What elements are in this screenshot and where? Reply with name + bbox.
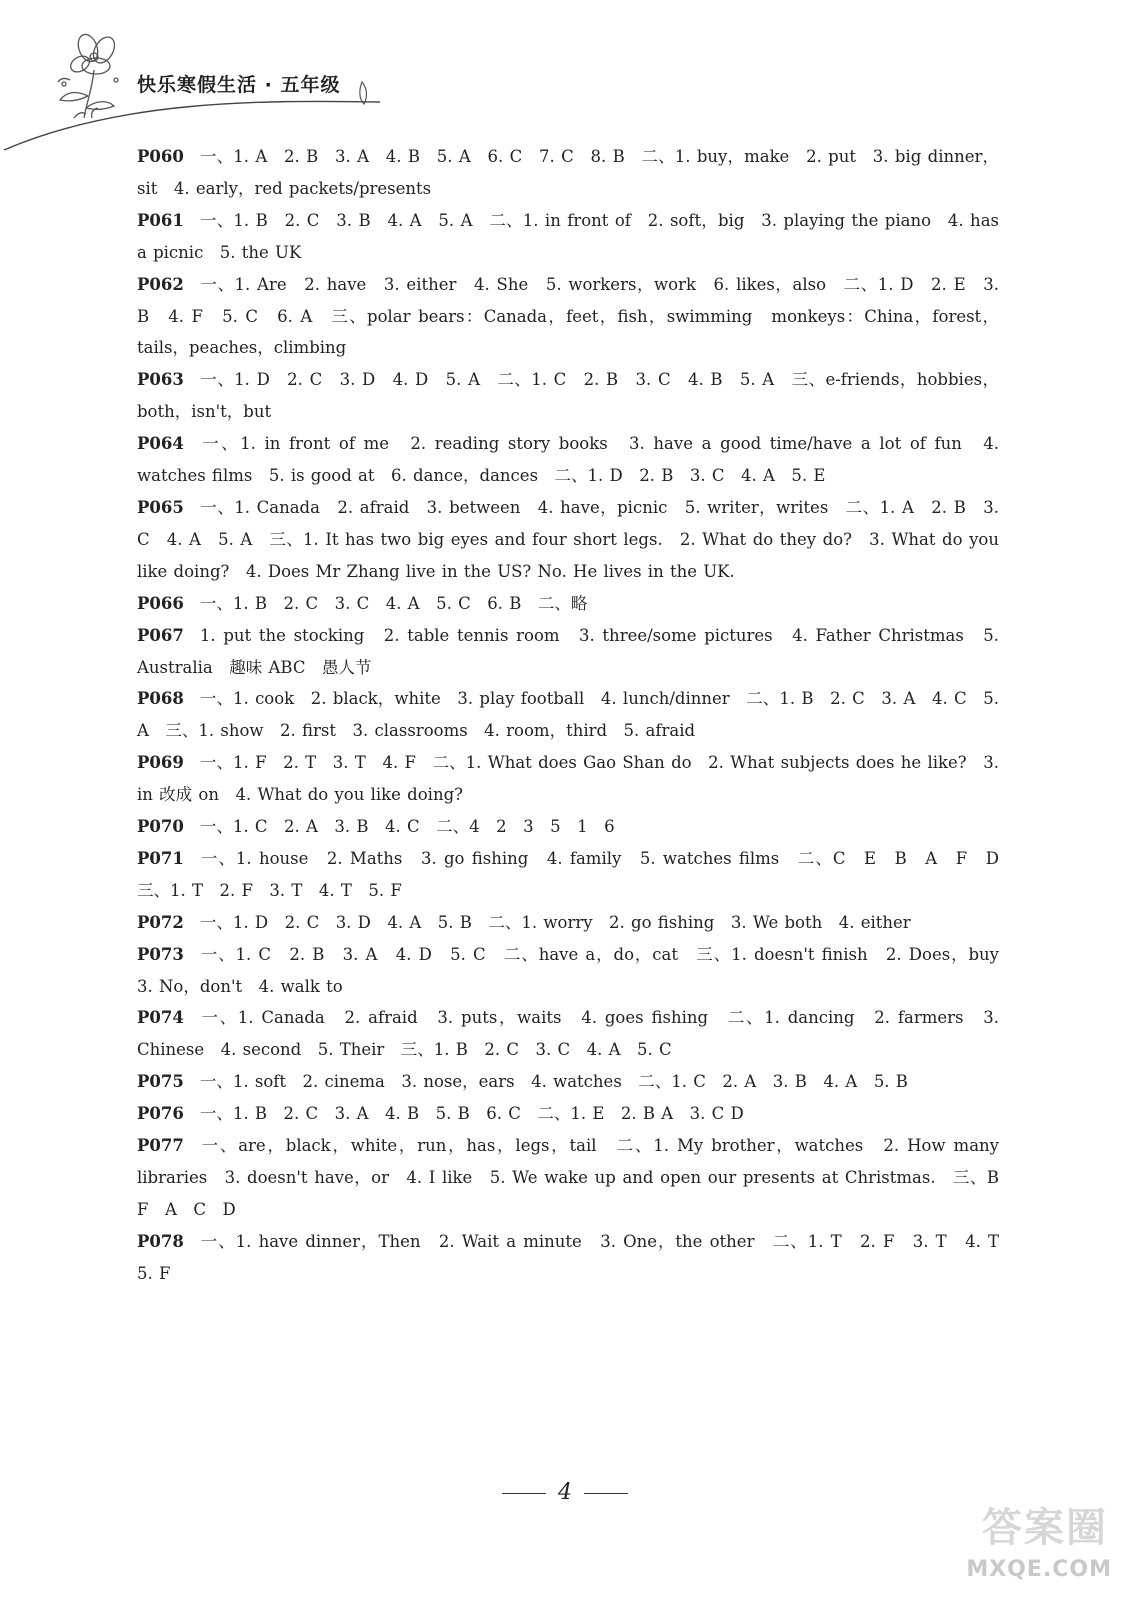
book-title: 快乐寒假生活 · 五年级	[137, 74, 341, 96]
page-code: P078	[137, 1231, 184, 1251]
page-code: P071	[137, 848, 184, 868]
watermark	[902, 1496, 1112, 1586]
answer-text: 一、1. have dinner，Then 2. Wait a minute 3. One，the other 二、1. T 2. F 3. T 4. T 5. F	[137, 1231, 1016, 1283]
answer-text: 一、1. Canada 2. afraid 3. between 4. have，picnic 5. writer，writes 二、1. A 2. B 3. C 4. A 5. A 三、1. It has two big eyes and four short legs. 2. What do they do? 3. What do you like doing? 4. Does Mr Zhang live in the US? No. He lives in the UK.	[137, 497, 999, 581]
page-number-rule-left	[502, 1493, 546, 1494]
answer-text: 一、are，black，white，run，has，legs，tail 二、1. My brother，watches 2. How many libraries 3. doesn't have，or 4. I like 5. We wake up and open our presents at Christmas. 三、B F A C D	[137, 1136, 1016, 1219]
answer-entry	[137, 1066, 999, 1098]
answer-text: 一、1. F 2. T 3. T 4. F 二、1. What does Gao Shan do 2. What subjects does he like? 3. in 改成 on 4. What do you like doing?	[137, 753, 999, 805]
page-code: P064	[137, 434, 184, 454]
answer-text: 一、1. Canada 2. afraid 3. puts，waits 4. goes fishing 二、1. dancing 2. farmers 3. Chinese 4. second 5. Their 三、1. B 2. C 3. C 4. A 5. C	[137, 1008, 999, 1060]
answer-entry	[137, 588, 999, 620]
answer-entry	[137, 747, 999, 811]
answer-text: 一、1. Are 2. have 3. either 4. She 5. workers，work 6. likes，also 二、1. D 2. E 3. B 4. F 5. C 6. A 三、polar bears：Canada，feet，fish，swimming monkeys：China，forest，tails，peaches，climbing	[137, 274, 999, 358]
answer-entry	[137, 939, 1016, 1003]
watermark-url: MXQE.COM	[966, 1557, 1112, 1582]
answer-entry	[137, 141, 999, 205]
answer-entry	[137, 811, 999, 843]
page-code: P074	[137, 1008, 184, 1028]
page-code: P075	[137, 1072, 184, 1092]
answer-entry	[137, 205, 999, 269]
page-code: P062	[137, 274, 184, 294]
answer-entry	[137, 907, 999, 939]
page-code: P073	[137, 944, 184, 964]
answer-text: 一、1. C 2. B 3. A 4. D 5. C 二、have a，do，cat 三、1. doesn't finish 2. Does，buy 3. No，don't 4. walk to	[137, 944, 1016, 996]
answer-entry	[137, 620, 999, 684]
answer-entry	[137, 428, 999, 492]
answer-text: 一、1. A 2. B 3. A 4. B 5. A 6. C 7. C 8. B 二、1. buy，make 2. put 3. big dinner，sit 4. early，red packets/presents	[137, 147, 999, 198]
page-code: P077	[137, 1136, 184, 1156]
page-code: P069	[137, 753, 184, 773]
page-code: P070	[137, 817, 184, 837]
answer-entry	[137, 1002, 999, 1066]
page-code: P072	[137, 912, 184, 932]
answer-text: 一、1. in front of me 2. reading story books 3. have a good time/have a lot of fun 4. watches films 5. is good at 6. dance，dances 二、1. D 2. B 3. C 4. A 5. E	[137, 434, 999, 486]
page-code: P066	[137, 593, 184, 613]
answer-entry	[137, 364, 999, 428]
answer-text: 一、1. D 2. C 3. D 4. D 5. A 二、1. C 2. B 3. C 4. B 5. A 三、e-friends，hobbies，both，isn't，but	[137, 370, 999, 422]
answer-entry	[137, 843, 1016, 907]
page-code: P065	[137, 497, 184, 517]
answer-entry	[137, 492, 999, 588]
page-code: P068	[137, 689, 184, 709]
answer-list	[137, 141, 1016, 1290]
watermark-title: 答案圈	[982, 1505, 1108, 1551]
answer-entry	[137, 269, 999, 365]
answer-text: 一、1. soft 2. cinema 3. nose，ears 4. watches 二、1. C 2. A 3. B 4. A 5. B	[199, 1072, 908, 1092]
answer-text: 一、1. house 2. Maths 3. go fishing 4. family 5. watches films 二、C E B A F D 三、1. T 2. F 3. T 4. T 5. F	[137, 848, 1016, 900]
page-code: P061	[137, 210, 184, 230]
answer-text: 一、1. B 2. C 3. A 4. B 5. B 6. C 二、1. E 2. B A 3. C D	[199, 1104, 744, 1124]
answer-text: 一、1. D 2. C 3. D 4. A 5. B 二、1. worry 2. go fishing 3. We both 4. either	[199, 912, 911, 932]
answer-entry	[137, 1098, 999, 1130]
answer-entry	[137, 1130, 1016, 1226]
page-header	[0, 0, 1130, 160]
answer-text: 一、1. cook 2. black，white 3. play football 4. lunch/dinner 二、1. B 2. C 3. A 4. C 5. A 三、1. show 2. first 3. classrooms 4. room，third 5. afraid	[137, 689, 999, 741]
page-number-value: 4	[558, 1480, 572, 1505]
page-code: P063	[137, 370, 184, 390]
answer-text: 一、1. B 2. C 3. C 4. A 5. C 6. B 二、略	[199, 593, 588, 613]
answer-entry	[137, 683, 999, 747]
page-number-rule-right	[584, 1493, 628, 1494]
answer-text: 一、1. C 2. A 3. B 4. C 二、4 2 3 5 1 6	[199, 817, 615, 837]
page-code: P067	[137, 625, 184, 645]
page-code: P076	[137, 1104, 184, 1124]
answer-entry	[137, 1226, 1016, 1290]
answer-text: 一、1. B 2. C 3. B 4. A 5. A 二、1. in front of 2. soft，big 3. playing the piano 4. has a picnic 5. the UK	[137, 210, 999, 262]
page-code: P060	[137, 147, 184, 166]
answer-text: 1. put the stocking 2. table tennis room 3. three/some pictures 4. Father Christmas 5. Australia 趣味 ABC 愚人节	[137, 625, 999, 677]
